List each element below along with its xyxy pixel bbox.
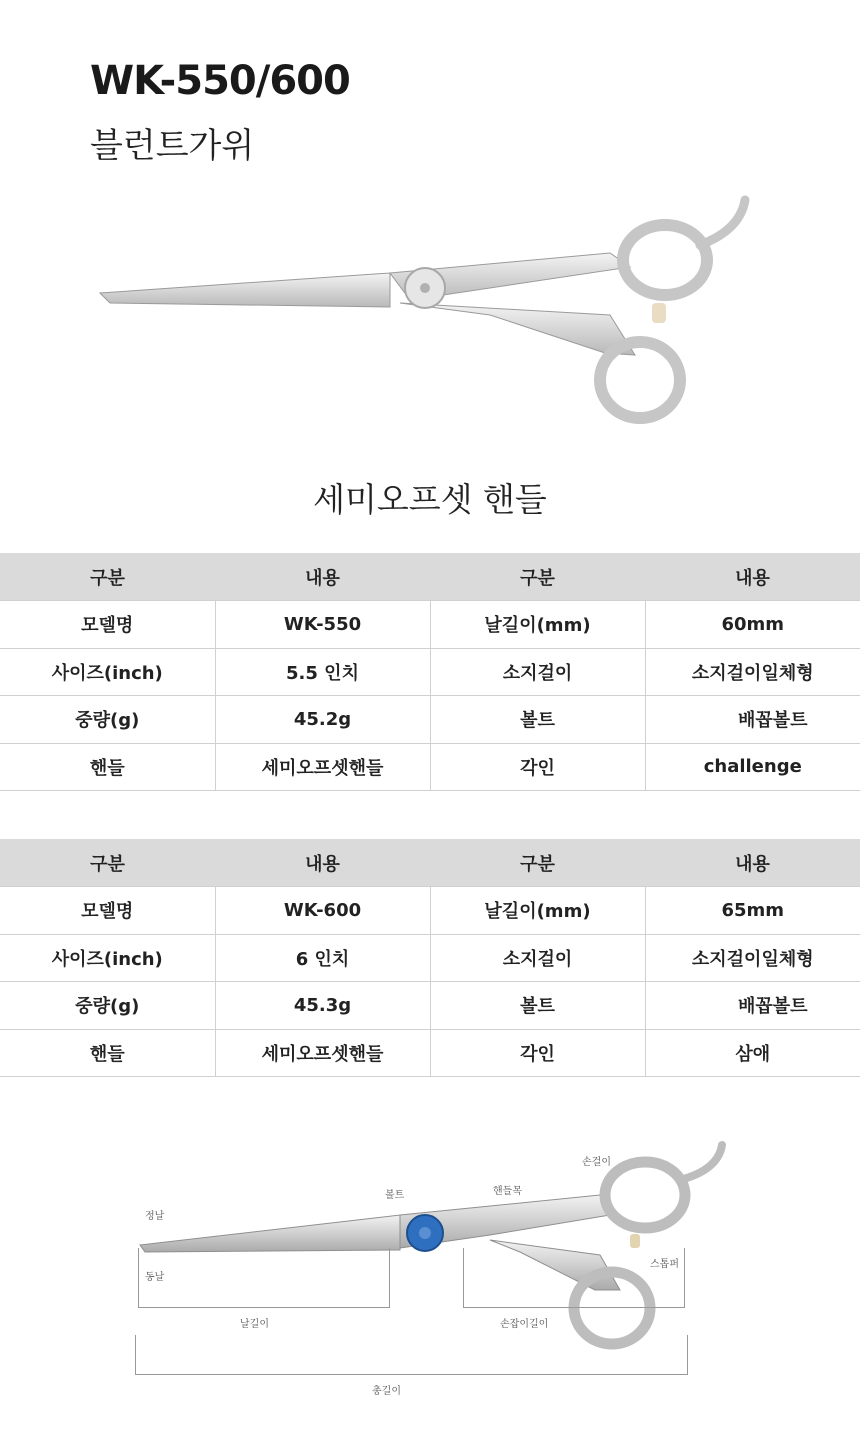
header-category: 구분 [0, 553, 215, 601]
table-cell: 볼트 [430, 982, 645, 1030]
spec-table-wk550 [0, 553, 860, 791]
label-upper-blade: 정날 [145, 1211, 165, 1222]
table-cell: 배꼽볼트 [645, 696, 860, 744]
table-cell: 소지걸이 [430, 934, 645, 982]
table-cell: 소지걸이일체형 [645, 934, 860, 982]
table-cell: WK-600 [215, 887, 430, 935]
header-category: 구분 [430, 553, 645, 601]
header-content: 내용 [645, 839, 860, 887]
table-cell: 핸들 [0, 1029, 215, 1077]
label-finger-rest: 손걸이 [582, 1157, 611, 1168]
table-cell: 각인 [430, 743, 645, 791]
product-title: WK-550/600 [90, 58, 350, 104]
header-category: 구분 [430, 839, 645, 887]
label-handle-neck: 핸들목 [493, 1186, 522, 1197]
table-row [0, 743, 860, 791]
header-content: 내용 [215, 553, 430, 601]
table-cell: 중량(g) [0, 696, 215, 744]
header-category: 구분 [0, 839, 215, 887]
label-total-length: 총길이 [372, 1386, 401, 1397]
table-cell: 배꼽볼트 [645, 982, 860, 1030]
table-cell: 중량(g) [0, 982, 215, 1030]
table-cell: 날길이(mm) [430, 601, 645, 649]
table-cell: challenge [645, 743, 860, 791]
table-cell: 소지걸이 [430, 648, 645, 696]
label-bolt: 볼트 [385, 1190, 405, 1201]
table-cell: 세미오프셋핸들 [215, 743, 430, 791]
total-length-bracket [135, 1335, 688, 1375]
scissors-product-image [90, 185, 770, 460]
table-cell: 핸들 [0, 743, 215, 791]
table-cell: WK-550 [215, 601, 430, 649]
table-cell: 60mm [645, 601, 860, 649]
table-cell: 모델명 [0, 887, 215, 935]
table-cell: 삼애 [645, 1029, 860, 1077]
table-cell: 65mm [645, 887, 860, 935]
table-row [0, 1029, 860, 1077]
table-row [0, 601, 860, 649]
table-row [0, 696, 860, 744]
table-cell: 45.2g [215, 696, 430, 744]
label-handle-length: 손잡이길이 [500, 1319, 549, 1330]
table-cell: 날길이(mm) [430, 887, 645, 935]
product-subtitle: 블런트가위 [90, 126, 255, 166]
label-blade-length: 날길이 [240, 1319, 269, 1330]
label-stopper: 스톱퍼 [650, 1259, 679, 1270]
table-row [0, 982, 860, 1030]
table-cell: 볼트 [430, 696, 645, 744]
spec-table-wk600 [0, 839, 860, 1077]
table-row [0, 887, 860, 935]
handle-type-heading: 세미오프셋 핸들 [313, 480, 547, 519]
table-cell: 사이즈(inch) [0, 934, 215, 982]
table-cell: 소지걸이일체형 [645, 648, 860, 696]
blade-length-bracket [138, 1248, 390, 1308]
table-row [0, 934, 860, 982]
label-lower-blade: 동날 [145, 1272, 165, 1283]
table-cell: 모델명 [0, 601, 215, 649]
header-content: 내용 [645, 553, 860, 601]
table-cell: 5.5 인치 [215, 648, 430, 696]
table-cell: 45.3g [215, 982, 430, 1030]
table-cell: 세미오프셋핸들 [215, 1029, 430, 1077]
table-row [0, 648, 860, 696]
table-cell: 6 인치 [215, 934, 430, 982]
table-cell: 사이즈(inch) [0, 648, 215, 696]
table-cell: 각인 [430, 1029, 645, 1077]
header-content: 내용 [215, 839, 430, 887]
